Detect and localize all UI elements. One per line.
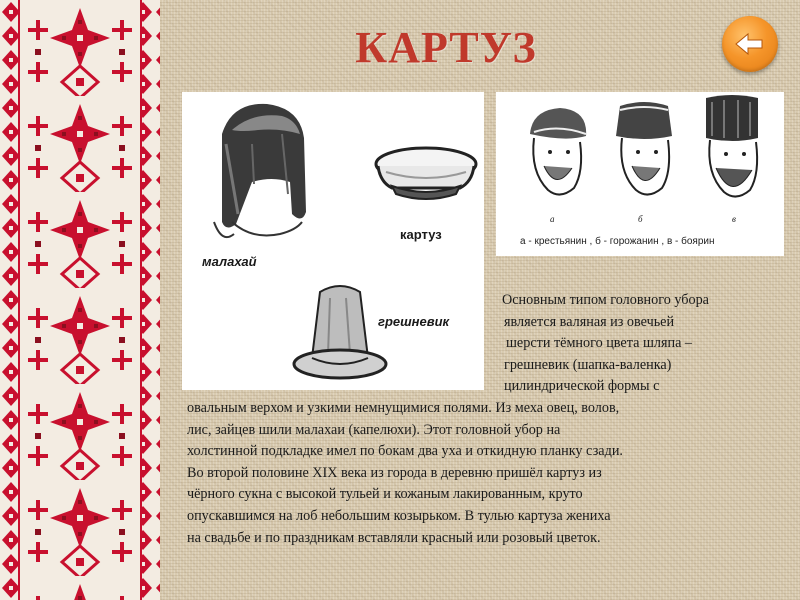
malakhai-label: малахай bbox=[202, 254, 257, 269]
kartuz-label: картуз bbox=[400, 227, 442, 242]
embroidery-border bbox=[0, 0, 160, 600]
description-body bbox=[187, 398, 773, 549]
peasant-head-drawing bbox=[516, 102, 596, 208]
text-line: овальным верхом и узкими немнущимися полями. Из меха овец, волов, bbox=[187, 400, 620, 416]
text-line: Основным типом головного убора bbox=[502, 292, 709, 308]
townsman-head-drawing bbox=[604, 96, 684, 208]
page-title: КАРТУЗ bbox=[355, 23, 537, 72]
text-line: шерсти тёмного цвета шляпа – bbox=[506, 335, 693, 352]
text-line: является валяная из овечьей bbox=[504, 313, 675, 330]
greshnevik-drawing bbox=[290, 278, 390, 384]
text-line: холстинной подкладке имел по бокам два уха и откидную планку сзади. bbox=[187, 443, 623, 460]
figure-letter-v: в bbox=[732, 214, 736, 224]
text-line: на свадьбе и по праздникам вставляли красный или розовый цветок. bbox=[187, 529, 601, 546]
greshnevik-label: грешневик bbox=[378, 314, 450, 329]
boyar-head-drawing bbox=[692, 92, 772, 208]
kartuz-drawing bbox=[372, 142, 480, 212]
text-line: опускавшимся на лоб небольшим козырьком. В тулью картуза жениха bbox=[187, 507, 611, 524]
headwear-types-illustration bbox=[496, 92, 784, 256]
figure-letter-b: б bbox=[638, 214, 643, 224]
hats-illustration bbox=[182, 92, 484, 390]
text-line: цилиндрической формы с bbox=[504, 378, 660, 395]
figure-letter-a: а bbox=[550, 214, 555, 224]
text-line: грешневик (шапка-валенка) bbox=[504, 356, 672, 373]
text-line: чёрного сукна с высокой тульей и кожаным лакированным, круто bbox=[187, 486, 583, 503]
malakhai-drawing bbox=[192, 94, 322, 249]
text-line: Во второй половине XIX века из города в деревню пришёл картуз из bbox=[187, 464, 602, 481]
description-intro bbox=[496, 290, 786, 398]
arrow-left-icon bbox=[734, 30, 766, 58]
text-line: лис, зайцев шили малахаи (капелюхи). Этот головной убор на bbox=[187, 421, 561, 438]
figure-legend: а - крестьянин , б - горожанин , в - боярин bbox=[520, 236, 715, 247]
back-button[interactable] bbox=[722, 16, 778, 72]
